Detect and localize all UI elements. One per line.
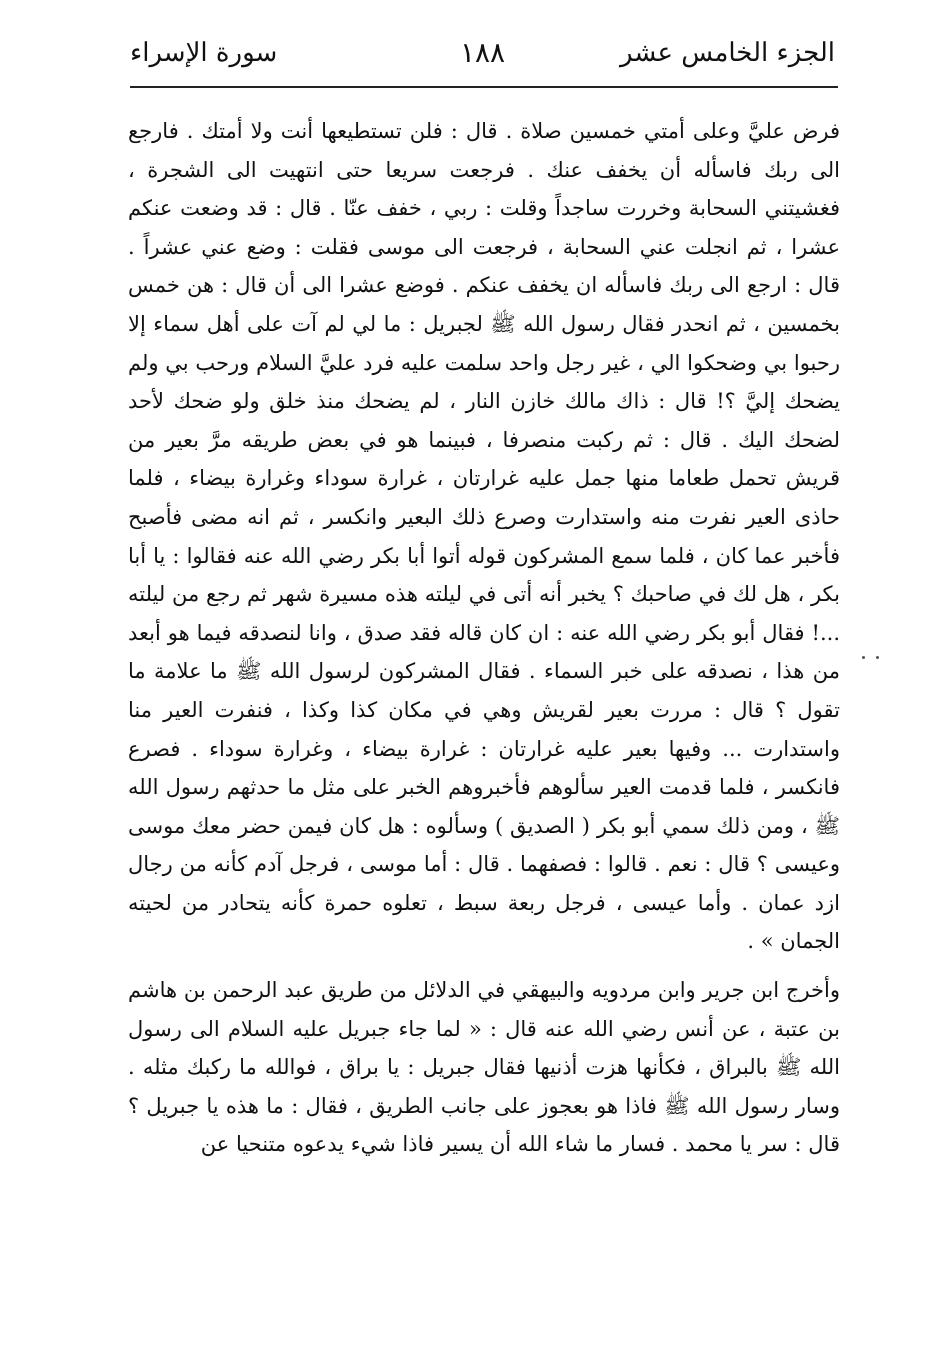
body-paragraph: وأخرج ابن جرير وابن مردويه والبيهقي في الدلائل من طريق عبد الرحمن بن هاشم بن عتبة ، عن أنس رضي الله عنه قال : « لما جاء جبريل عليه السلام الى رسول الله ﷺ بالبراق ، فكأنها هزت أذنيها فقال جبريل : يا براق ، فوالله ما ركبك مثله . وسار رسول الله ﷺ فاذا هو بعجوز على جانب الطريق ، فقال : ما هذه يا جبريل ؟ قال : سر يا محمد . فسار ما شاء الله أن يسير فاذا شيء يدعوه متنحيا عن (128, 978, 840, 1157)
header-divider (130, 86, 838, 88)
part-title: الجزء الخامس عشر (619, 38, 835, 68)
page-body (128, 112, 840, 1164)
margin-mark (876, 656, 879, 659)
body-paragraph: فرض عليَّ وعلى أمتي خمسين صلاة . قال : فلن تستطيعها أنت ولا أمتك . فارجع الى ربك فاسأله أن يخفف عنك . فرجعت سريعا حتى انتهيت الى الشجرة ، فغشيتني السحابة وخررت ساجداً وقلت : ربي ، خفف عنّا . قال : قد وضعت عنكم عشرا ، ثم انجلت عني السحابة ، فرجعت الى موسى فقلت : وضع عني عشراً . قال : ارجع الى ربك فاسأله ان يخفف عنكم . فوضع عشرا الى أن قال : هن خمس بخمسين ، ثم انحدر فقال رسول الله ﷺ لجبريل : ما لي لم آت على أهل سماء إلا رحبوا بي وضحكوا الي ، غير رجل واحد سلمت عليه فرد عليَّ السلام ورحب بي ولم يضحك إليَّ ؟! قال : ذاك مالك خازن النار ، لم يضحك منذ خلق ولو ضحك لأحد لضحك اليك . قال : ثم ركبت منصرفا ، فبينما هو في بعض طريقه مرَّ بعير من قريش تحمل طعاما منها جمل عليه غرارتان ، غرارة سوداء وغرارة بيضاء ، فلما حاذى العير نفرت منه واستدارت وصرع ذلك البعير وانكسر ، ثم انه مضى فأصبح فأخبر عما كان ، فلما سمع المشركون قوله أتوا أبا بكر رضي الله عنه فقالوا : يا أبا بكر ، هل لك في صاحبك ؟ يخبر أنه أتى في ليلته هذه مسيرة شهر ثم رجع من ليلته ...! فقال أبو بكر رضي الله عنه : ان كان قاله فقد صدق ، وانا لنصدقه فيما هو أبعد من هذا ، نصدقه على خبر السماء . فقال المشركون لرسول الله ﷺ ما علامة ما تقول ؟ قال : مررت بعير لقريش وهي في مكان كذا وكذا ، فنفرت العير منا واستدارت ... وفيها بعير عليه غرارتان : غرارة بيضاء ، وغرارة سوداء . فصرع فانكسر ، فلما قدمت العير سألوهم فأخبروهم الخبر على مثل ما حدثهم رسول الله ﷺ ، ومن ذلك سمي أبو بكر ( الصديق ) وسألوه : هل كان فيمن حضر معك موسى وعيسى ؟ قال : نعم . قالوا : فصفهما . قال : أما موسى ، فرجل آدم كأنه من رجال ازد عمان . وأما عيسى ، فرجل ربعة سبط ، تعلوه حمرة كأنه يتحادر من لحيته الجمان » . (128, 119, 840, 954)
page-header (130, 38, 835, 78)
page-number: ١٨٨ (459, 36, 506, 69)
margin-mark (862, 656, 865, 659)
surah-title: سورة الإسراء (130, 38, 278, 68)
